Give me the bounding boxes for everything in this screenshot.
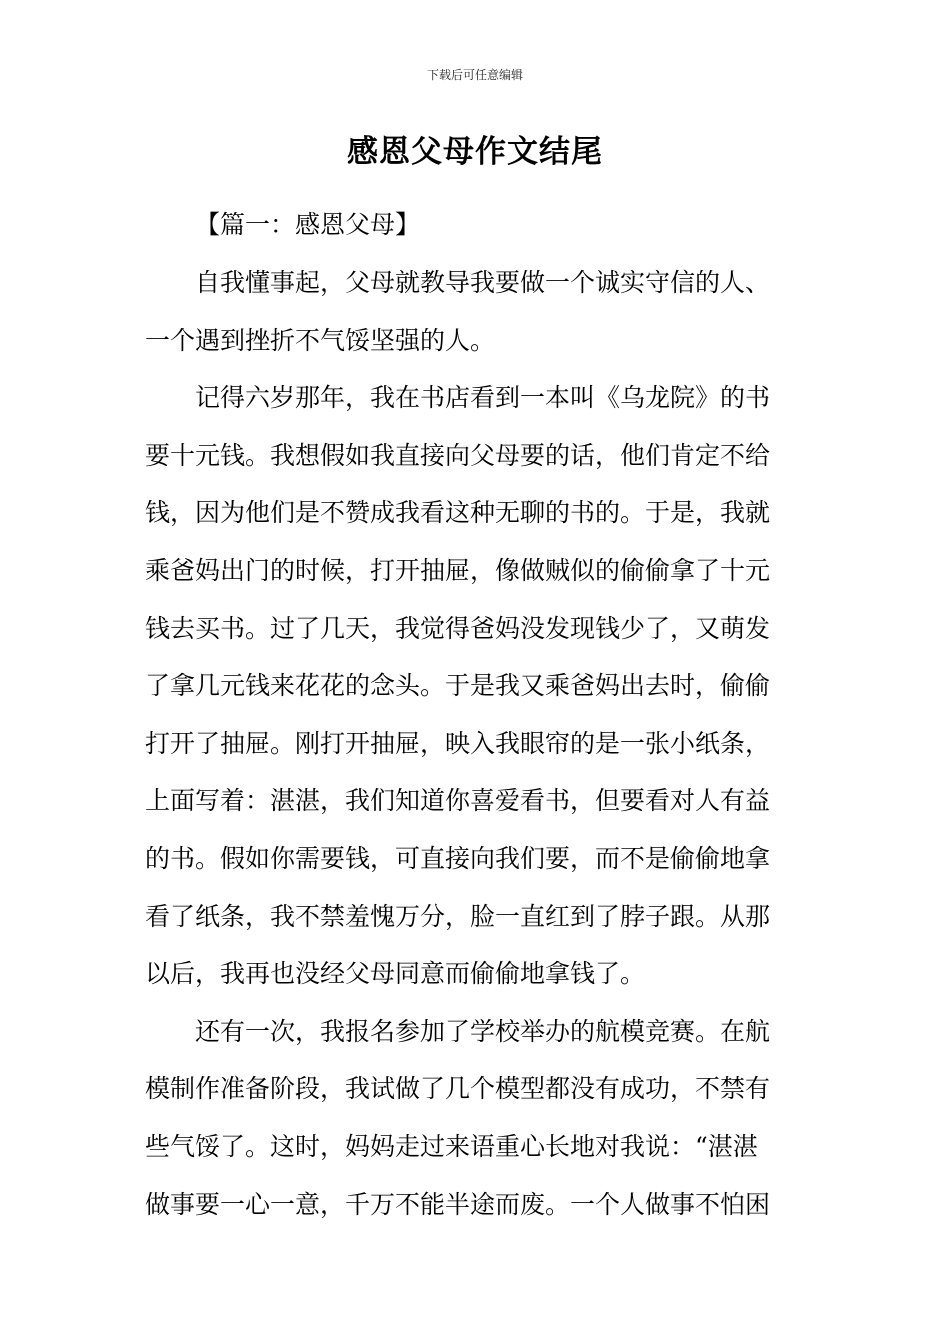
text-line: 要十元钱。我想假如我直接向父母要的话，他们肯定不给 bbox=[145, 440, 771, 470]
text-line: 以后，我再也没经父母同意而偷偷地拿钱了。 bbox=[145, 959, 646, 989]
section-label: 【篇一：感恩父母】 bbox=[195, 210, 421, 239]
text-line: 记得六岁那年，我在书店看到一本叫《乌龙院》的书 bbox=[195, 383, 771, 413]
text-line: 上面写着：湛湛，我们知道你喜爱看书，但要看对人有益 bbox=[145, 786, 771, 816]
text-line: 一个遇到挫折不气馁坚强的人。 bbox=[145, 325, 496, 355]
paragraph-2 bbox=[145, 369, 807, 1003]
text-line: 看了纸条，我不禁羞愧万分，脸一直红到了脖子跟。从那 bbox=[145, 901, 771, 931]
text-line: 模制作准备阶段，我试做了几个模型都没有成功，不禁有 bbox=[145, 1074, 771, 1104]
text-line: 了拿几元钱来花花的念头。于是我又乘爸妈出去时，偷偷 bbox=[145, 671, 771, 701]
text-line: 还有一次，我报名参加了学校举办的航模竞赛。在航 bbox=[195, 1016, 771, 1046]
text-line: 的书。假如你需要钱，可直接向我们要，而不是偷偷地拿 bbox=[145, 843, 771, 873]
paragraph-3 bbox=[145, 1003, 807, 1233]
text-line: 乘爸妈出门的时候，打开抽屉，像做贼似的偷偷拿了十元 bbox=[145, 555, 771, 585]
text-line: 些气馁了。这时，妈妈走过来语重心长地对我说：“湛湛 bbox=[145, 1131, 758, 1161]
header-note: 下载后可任意编辑 bbox=[426, 68, 523, 82]
document-title: 感恩父母作文结尾 bbox=[347, 134, 603, 170]
text-line: 钱，因为他们是不赞成我看这种无聊的书的。于是，我就 bbox=[145, 498, 771, 528]
text-line: 打开了抽屉。刚打开抽屉，映入我眼帘的是一张小纸条， bbox=[145, 728, 771, 758]
document-body bbox=[145, 196, 807, 1233]
text-line: 自我懂事起，父母就教导我要做一个诚实守信的人、 bbox=[195, 268, 771, 297]
text-line: 做事要一心一意，千万不能半途而废。一个人做事不怕困 bbox=[145, 1189, 771, 1219]
paragraph-1 bbox=[145, 254, 807, 369]
text-line: 钱去买书。过了几天，我觉得爸妈没发现钱少了，又萌发 bbox=[145, 613, 771, 643]
